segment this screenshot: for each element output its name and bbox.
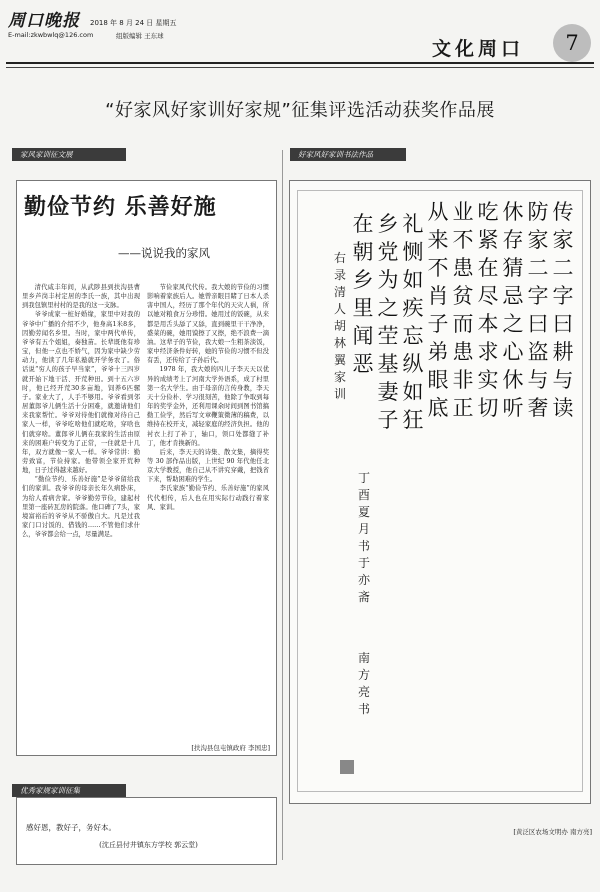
calligraphy-inscription: 丁酉夏月书于亦斋 <box>357 471 370 604</box>
essay-title: 勤俭节约 乐善好施 <box>24 194 217 220</box>
essay-column-2 <box>147 283 269 512</box>
calligraphy-column: 在朝乡里闻恶 <box>352 212 374 376</box>
calligraphy-inscription: 右录清人胡林翼家训 <box>333 251 346 401</box>
column-divider <box>282 150 283 860</box>
calligraphy-column: 业不患贫而患非正 <box>452 200 474 420</box>
calligraphy-inscription: 南方亮书 <box>357 651 370 716</box>
section-title: 文化周口 <box>432 38 525 60</box>
page-number-badge: 7 <box>553 24 591 62</box>
tab-calligraphy-section: 好家风好家训书法作品 <box>290 148 406 161</box>
calligraphy-column: 礼恻如疾忘纵如狂 <box>402 212 424 432</box>
contact-email: E-mail:zkwbwlq@126.com <box>8 31 94 39</box>
essay-paragraph: 节俭家风代代传。我大娘的节俭的习惯影响着家族后人。她曾亲眼目睹了日本人杀害中国人，经历了那个年代的天灾人祸，所以她对粮食万分珍惜。她用过的饭碗，从来都是用舌头舔了又舔，直到碗里干干净净，盛菜的碗，她用馍擦了又擦，绝不浪费一滴油。这辈子的节俭，我大娘一生粗茶淡饭，家中经济条件好转，她的节俭的习惯不但没有丢，还传给了子孙后代。 <box>147 284 269 365</box>
essay-subtitle: ——说说我的家风 <box>118 246 210 260</box>
essay-paragraph: 清代咸丰年间，从武陟县到扶沟县曹里乡芦岗丰村定居的李氏一族，其中出现到我包镇里村村的是我的这一支脉。 <box>22 284 140 310</box>
seal-stamp <box>340 760 354 774</box>
tab-family-rules: 优秀家规家训征集 <box>12 784 126 797</box>
essay-author: [扶沟县包屯镇政府 李国忠] <box>191 744 270 752</box>
calligraphy-column: 休存猜忌之心休听 <box>502 200 524 420</box>
essay-column-1 <box>22 283 140 539</box>
essay-paragraph: “勤俭节约、乐善好施”是爷爷留给我们的家训。我爷爷的母亲长年久病卧床，为给人看病舍家。爷爷勤劳节俭，建起村里第一座砖瓦房的院落。他口碑了7头，家境富裕后的爷爷从不骄傲自大。凡是过我家门口讨饭的、借钱的……不管他们求什么，爷爷都会给一点，尽量满足。 <box>22 476 140 539</box>
issue-date: 2018 年 8 月 24 日 星期五 <box>90 19 177 27</box>
layout-editor: 组版编辑 王东球 <box>116 32 164 40</box>
family-rule-author: (沈丘县付井镇东方学校 郭云堂) <box>99 841 198 849</box>
calligraphy-column: 乡党为之茔基妻子 <box>377 212 399 432</box>
essay-paragraph: 李氏家族“勤俭节约、乐善好施”的家风代代相传，后人也在用实际行动践行着家风、家训。 <box>147 485 269 511</box>
calligraphy-column: 传家二字曰耕与读 <box>552 200 574 420</box>
calligraphy-column: 从来不肖子弟眼底 <box>427 200 449 420</box>
calligraphy-column: 防家二字曰盗与奢 <box>527 200 549 420</box>
essay-paragraph: 1978 年，我大娘的四儿子李天天以优异的成绩考上了河南大学外语系，成了村里第一名大学生。由于母亲的言传身教，李天天十分俭朴、学习很刻苦，他除了争取到每年的奖学金外，还利用课余时间到图书馆搞勤工俭学，然后写文章鞭策微薄的稿费，以维持在校开支，减轻家庭的经济负担。他的衬衣上打了补丁，轴口，领口处都缝了补丁，他才肯换新的。 <box>147 366 269 447</box>
calligraphy-credit: [黄泛区农场文明办 南方亮] <box>513 828 592 836</box>
masthead-rule <box>6 62 594 64</box>
page-headline: “好家风好家训好家规”征集评选活动获奖作品展 <box>105 100 495 121</box>
masthead-rule-thin <box>6 67 594 68</box>
essay-paragraph: 爷爷成家一桩好婚缘，家里中对我的爷爷中广播的介绍不少，他身高1米8多，因勤劳闻名乡里。当时，家中两代单传，爷爷有五个姐姐，奏独苗。长辈既他有珍宝，但他一点也不娇气，因为家中缺少劳动力，他读了几年私塾就开学务农了。俗话说“穷人的孩子早当家”，爷爷十三四岁就开始下地干活、开荒种田。到十五六岁时，他已经开荒30多亩地，饲养6匹骡子。家业大了，人手不够用。爷爷看到邻居董郎爷儿俩生活十分困难，就邀请他们来我家帮忙。爷爷对待他们就像对待自己家人一样，爷爷吃啥他们就吃啥，穿啥也们就穿啥。董郎爷儿俩在我家的生活由原来的困难户转变为了正常，一住就是十几年，双方就像一家人一样。爷爷常讲：勤劳致富，节俭持家。他带领全家开荒种地，日子过得越来越好。 <box>22 311 140 475</box>
calligraphy-column: 吃紧在尽本求实切 <box>477 200 499 420</box>
newspaper-logo: 周口晚报 <box>8 11 80 31</box>
tab-essay-section: 家风家训征文展 <box>12 148 126 161</box>
essay-paragraph: 后来，李天天的诗集、散文集，摘得奖等 30 部作品出版，上世纪 90 年代他任北京大学教授，他自己从不讲究穿戴，把钱省下来，帮助困难的学生。 <box>147 448 269 484</box>
family-rule-text: 感好恩，教好子，务好本。 <box>26 823 116 832</box>
